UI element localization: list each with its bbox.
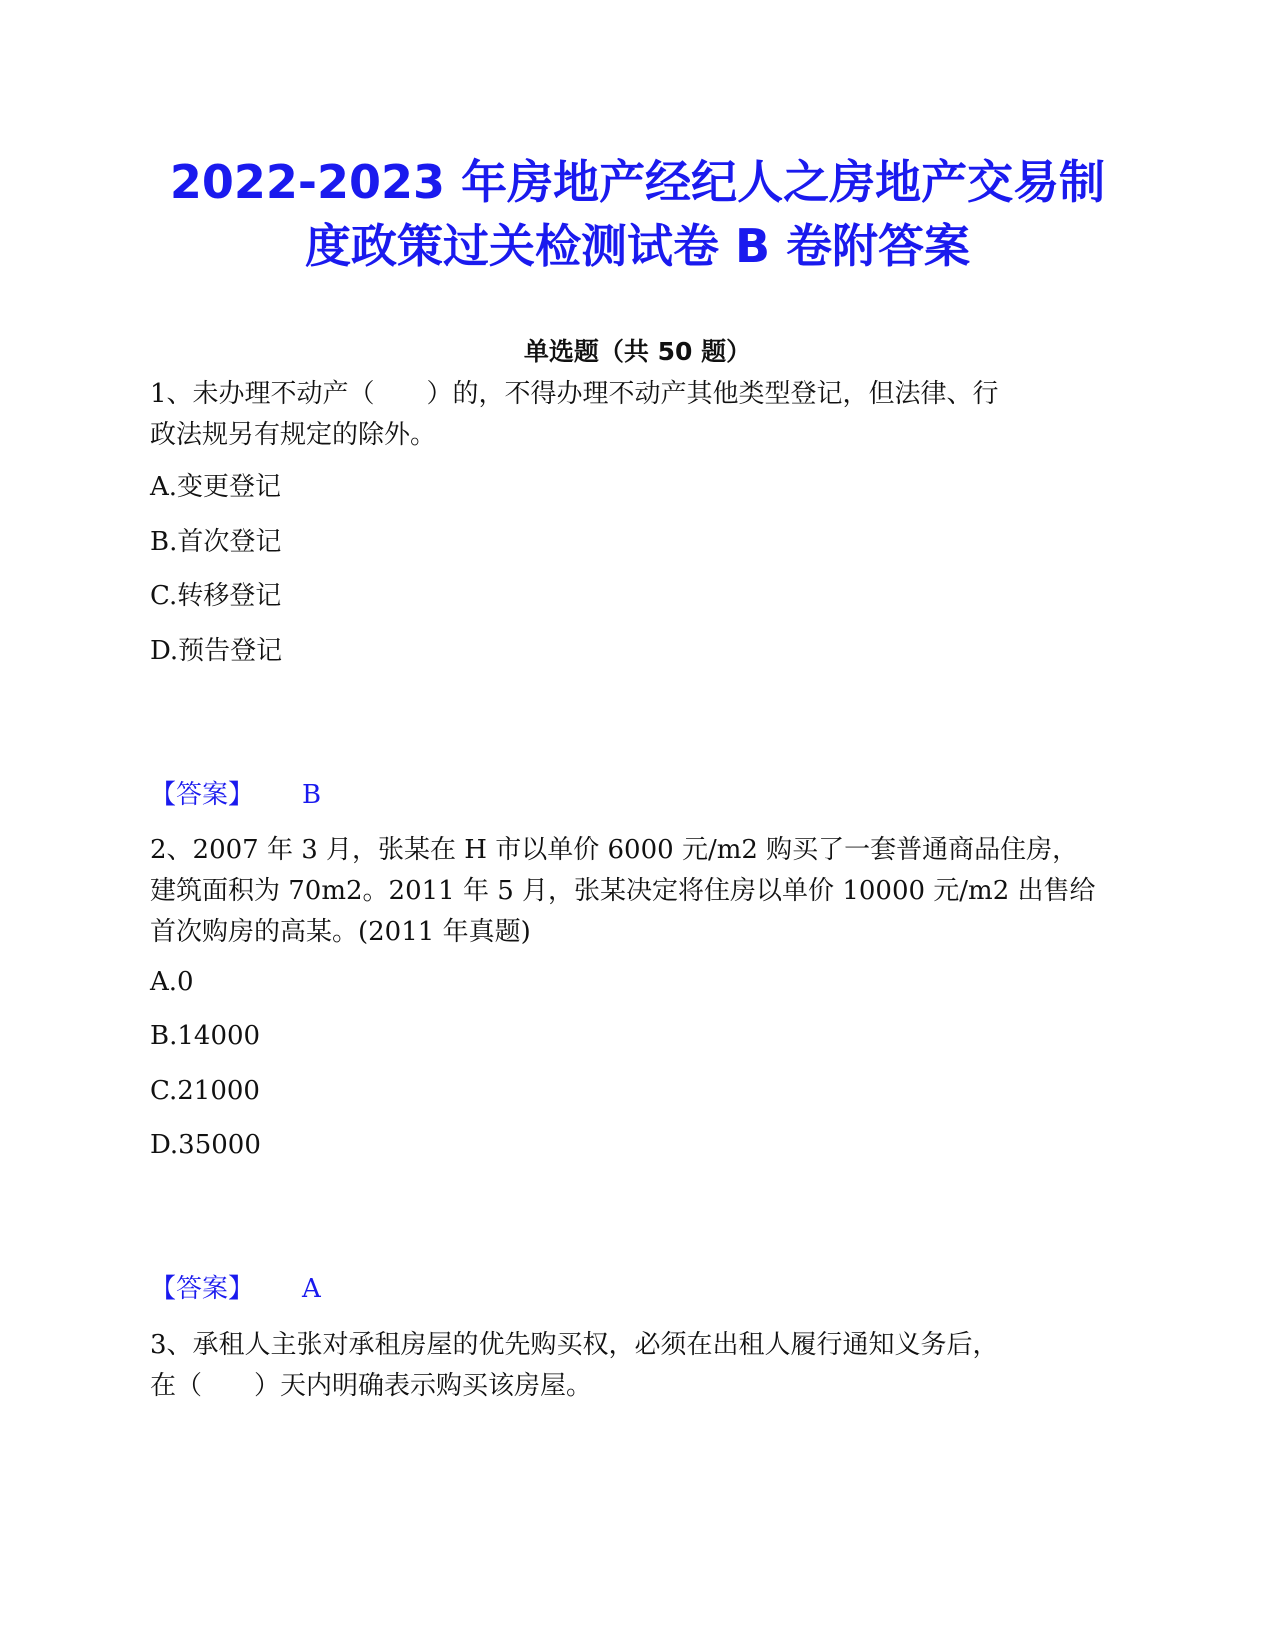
question-1-line-1: 1、未办理不动产（ ）的，不得办理不动产其他类型登记，但法律、行	[150, 379, 999, 409]
question-1-answer	[150, 777, 321, 813]
question-2-text	[150, 830, 1110, 953]
answer-label: 【答案】	[150, 780, 255, 810]
title-line-2: 度政策过关检测试卷 B 卷附答案	[304, 219, 971, 273]
question-2-answer	[150, 1271, 321, 1307]
question-1-line-2: 政法规另有规定的除外。	[150, 420, 437, 450]
answer-value: B	[302, 780, 322, 810]
question-1-option-d: D.预告登记	[150, 636, 283, 666]
question-2-option-c: C.21000	[150, 1076, 260, 1106]
question-2-option-b: B.14000	[150, 1021, 261, 1051]
question-1-text	[150, 374, 1110, 456]
question-2-option-d: D.35000	[150, 1130, 261, 1160]
question-1-option-a: A.变更登记	[150, 472, 282, 502]
question-3-line-1: 3、承租人主张对承租房屋的优先购买权，必须在出租人履行通知义务后，	[150, 1330, 999, 1360]
question-2-line-1: 2、2007 年 3 月，张某在 H 市以单价 6000 元/m2 购买了一套普通商品住房，	[150, 835, 1079, 865]
document-title	[100, 150, 1175, 278]
question-2-option-a: A.0	[150, 967, 194, 997]
section-heading: 单选题（共 50 题）	[523, 337, 752, 366]
question-3-text	[150, 1325, 1110, 1407]
title-line-1: 2022-2023 年房地产经纪人之房地产交易制	[169, 155, 1106, 209]
question-1-option-b: B.首次登记	[150, 527, 282, 557]
answer-label: 【答案】	[150, 1274, 255, 1304]
answer-value: A	[302, 1274, 321, 1304]
question-1-option-c: C.转移登记	[150, 581, 282, 611]
question-2-line-2: 建筑面积为 70m2。2011 年 5 月，张某决定将住房以单价 10000 元/m2 出售给	[150, 876, 1096, 906]
question-3-line-2: 在（ ）天内明确表示购买该房屋。	[150, 1371, 593, 1401]
question-2-line-3: 首次购房的高某。(2011 年真题)	[150, 917, 531, 947]
